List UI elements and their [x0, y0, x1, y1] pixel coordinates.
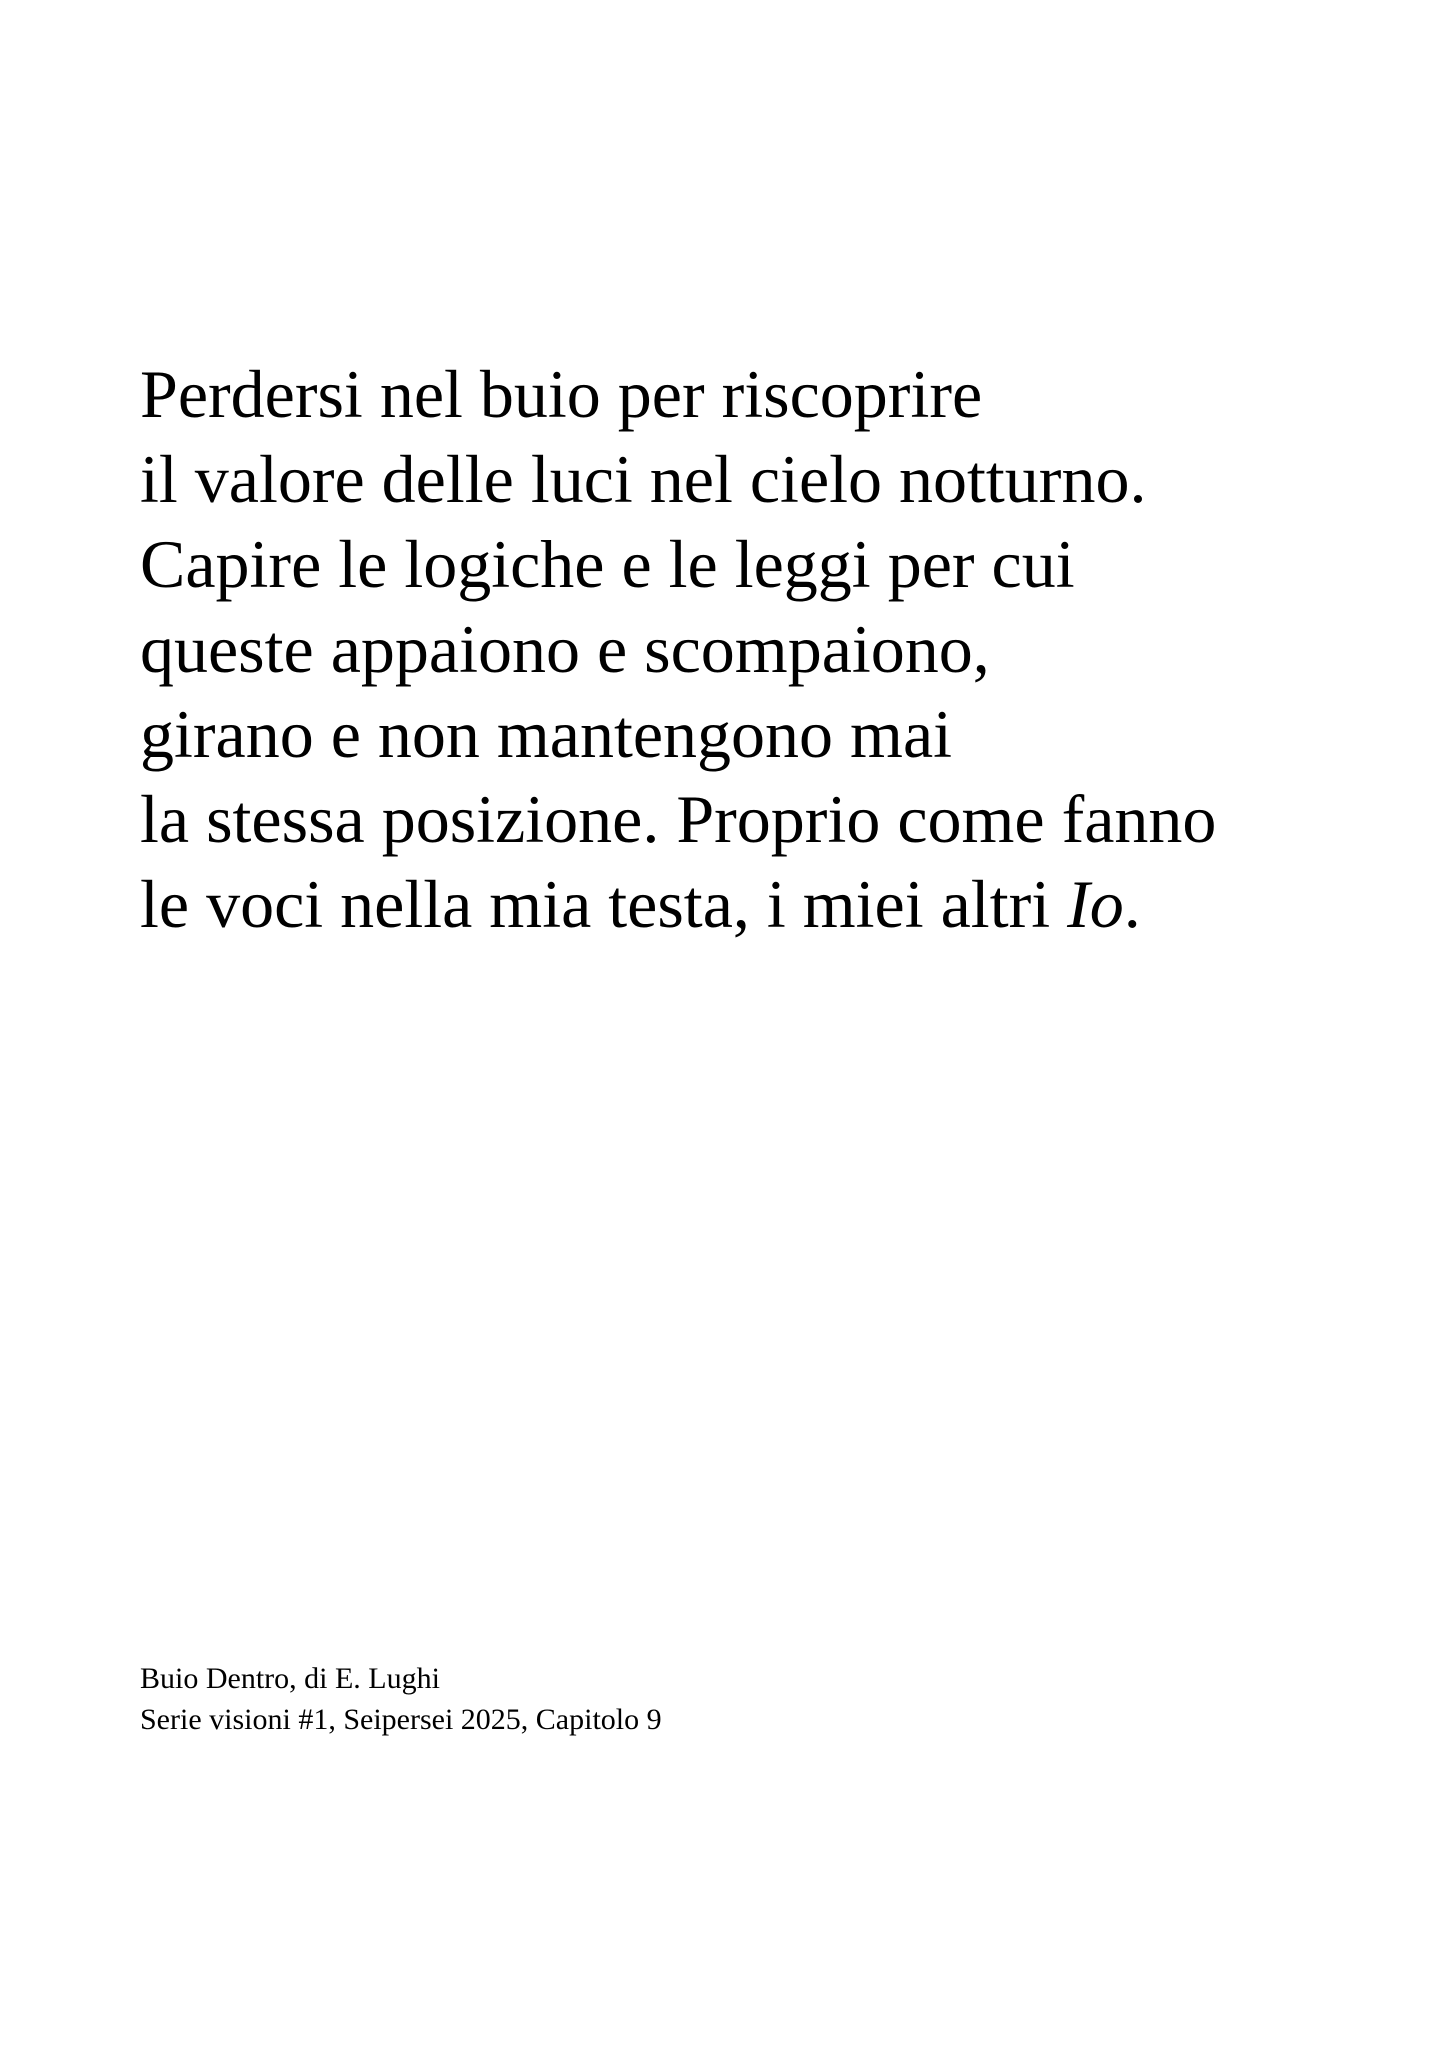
- poem-line: la stessa posizione. Proprio come fanno: [140, 781, 1217, 857]
- credits-title-author: Buio Dentro, di E. Lughi: [140, 1662, 440, 1695]
- poem-line-last-suffix: .: [1123, 866, 1141, 942]
- poem-line: Capire le logiche e le leggi per cui: [140, 526, 1075, 602]
- poem-line: Perdersi nel buio per riscoprire: [140, 356, 983, 432]
- poem-text: [140, 352, 1216, 947]
- poem-line: il valore delle luci nel cielo notturno.: [140, 441, 1147, 517]
- poem-line-last: [140, 862, 1216, 947]
- poem-line: queste appaiono e scompaiono,: [140, 611, 990, 687]
- poem-line-last-prefix: le voci nella mia testa, i miei altri: [140, 866, 1068, 942]
- credits: [140, 1658, 662, 1740]
- credits-series-info: Serie visioni #1, Seipersei 2025, Capitolo 9: [140, 1703, 662, 1736]
- poem-line: girano e non mantengono mai: [140, 696, 953, 772]
- poem-italic-word: Io: [1067, 866, 1124, 942]
